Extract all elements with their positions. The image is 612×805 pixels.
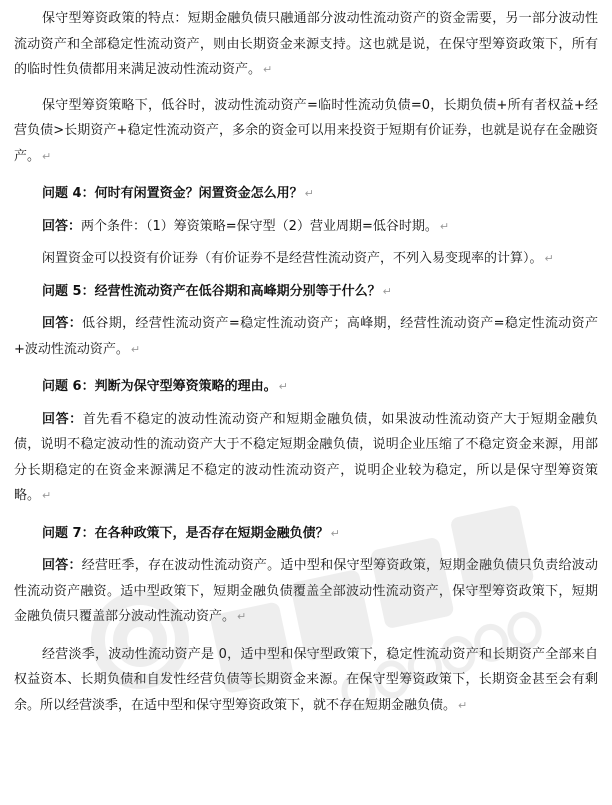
return-mark-icon: ↵	[544, 252, 554, 265]
paragraph-text: 经营淡季，波动性流动资产是 0，适中型和保守型政策下，稳定性流动资产和长期资产全部来自权益资本、长期负债和自发性经营负债等长期资金来源。在保守型筹资政策下，长期资金甚至会有剩余。所以经营淡季，在适中型和保守型筹资政策下，就不存在短期金融负债。	[14, 646, 598, 713]
answer-4	[14, 214, 598, 240]
return-mark-icon: ↵	[42, 489, 52, 502]
paragraph-conservative-trough	[14, 93, 598, 170]
answer-label: 回答：	[42, 411, 83, 427]
answer-label: 回答：	[42, 316, 83, 331]
return-mark-icon: ↵	[263, 63, 273, 76]
paragraph-off-season	[14, 642, 598, 719]
answer-text: 经营旺季，存在波动性流动资产。适中型和保守型筹资政策，短期金融负债只负责给波动性流动资产融资。适中型政策下，短期金融负债覆盖全部波动性流动资产，保守型筹资政策下，短期金融负债只覆盖部分波动性流动资产。	[14, 558, 598, 624]
answer-text: 低谷期，经营性流动资产=稳定性流动资产；高峰期，经营性流动资产=稳定性流动资产+波动性流动资产。	[14, 316, 598, 357]
question-text: 何时有闲置资金？闲置资金怎么用？	[94, 186, 303, 201]
question-text: 经营性流动资产在低谷期和高峰期分别等于什么？	[94, 283, 381, 299]
return-mark-icon: ↵	[304, 187, 314, 200]
question-label: 问题 6：	[42, 379, 95, 394]
return-mark-icon: ↵	[130, 342, 141, 356]
question-4	[14, 181, 598, 207]
question-5	[14, 279, 598, 305]
answer-label: 回答：	[42, 218, 82, 234]
question-text: 判断为保守型筹资策略的理由。	[94, 379, 277, 394]
question-label: 问题 4：	[42, 186, 95, 201]
question-6	[14, 374, 598, 400]
answer-text: 两个条件：（1）筹资策略=保守型（2）营业周期=低谷时期。	[81, 218, 438, 234]
return-mark-icon: ↵	[458, 698, 468, 712]
question-text: 在各种政策下，是否存在短期金融负债？	[94, 525, 329, 541]
paragraph-text: 保守型筹资策略下，低谷时，波动性流动资产=临时性流动负债=0，长期负债+所有者权益+经营负债>长期资产+稳定性流动资产，多余的资金可以用来投资于短期有价证券，也就是说存在金融资产。	[14, 97, 598, 164]
return-mark-icon: ↵	[237, 610, 247, 623]
return-mark-icon: ↵	[382, 284, 392, 298]
return-mark-icon: ↵	[278, 380, 288, 393]
answer-text: 首先看不稳定的波动性流动资产和短期金融负债，如果波动性流动资产大于短期金融负债，说明不稳定波动性的流动资产大于不稳定短期金融负债，说明企业压缩了不稳定资金来源，用部分长期稳定的在资金来源满足不稳定的波动性流动资产，说明企业较为稳定，所以是保守型筹资策略。	[14, 411, 598, 503]
answer-label: 回答：	[42, 558, 82, 573]
paragraph-conservative-features	[14, 6, 598, 83]
return-mark-icon: ↵	[439, 219, 450, 233]
question-7	[14, 521, 598, 547]
answer-6	[14, 407, 598, 509]
return-mark-icon: ↵	[330, 526, 340, 540]
question-label: 问题 7：	[42, 525, 95, 541]
question-label: 问题 5：	[42, 283, 95, 299]
paragraph-text: 保守型筹资政策的特点：短期金融负债只融通部分波动性流动资产的资金需要，另一部分波动性流动资产和全部稳定性流动资产，则由长期资金来源支持。这也就是说，在保守型筹资政策下，所有的临时性负债都用来满足波动性流动资产。	[14, 11, 598, 77]
paragraph-text: 闲置资金可以投资有价证券（有价证券不是经营性流动资产，不列入易变现率的计算）。	[42, 251, 543, 266]
answer-5	[14, 311, 598, 362]
paragraph-idle-funds	[14, 246, 598, 272]
answer-7	[14, 553, 598, 630]
return-mark-icon: ↵	[42, 149, 52, 163]
